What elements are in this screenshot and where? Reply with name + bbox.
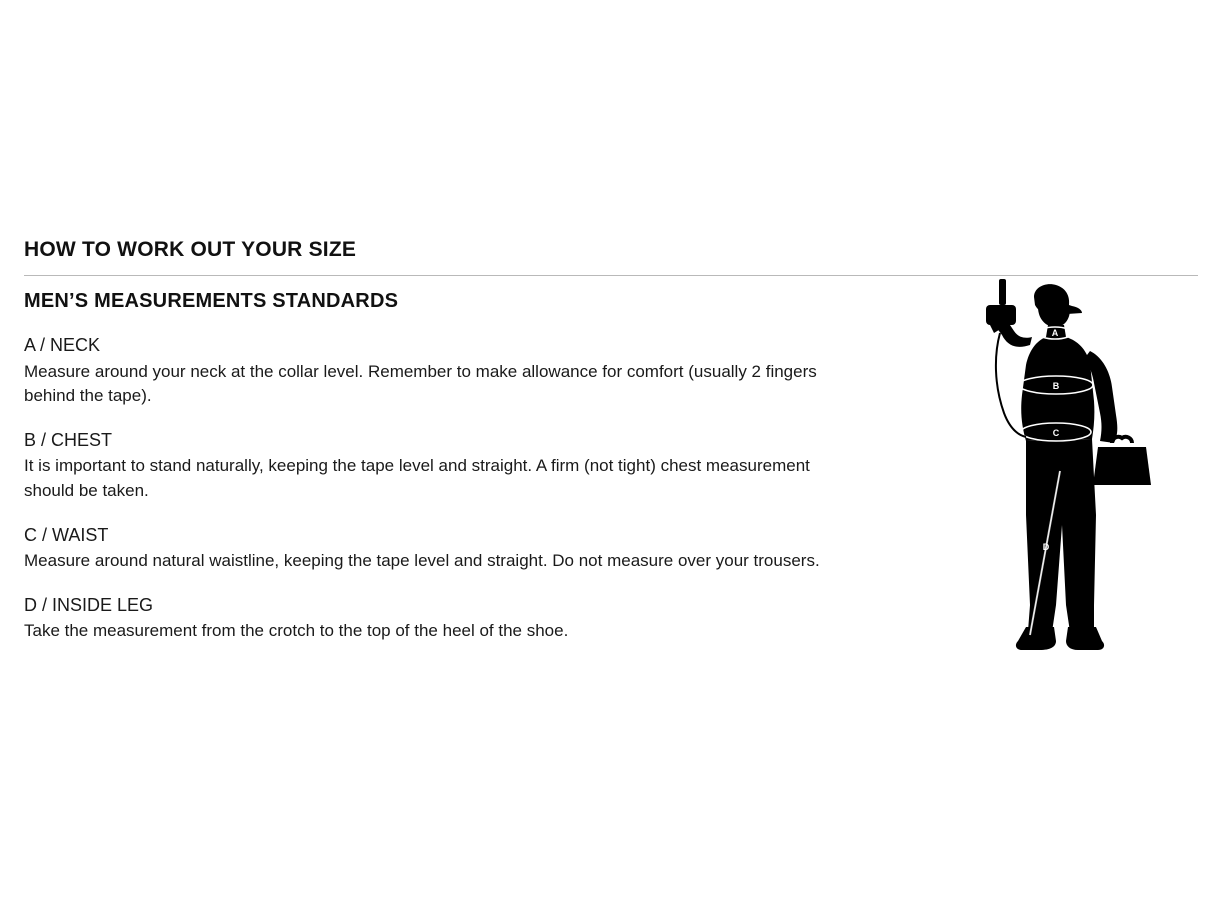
measurement-heading: A / NECK [24,335,101,356]
figure-label-a: A [1051,328,1059,338]
measurement-heading: C / WAIST [24,524,109,545]
page-title: HOW TO WORK OUT YOUR SIZE [24,238,357,261]
measurement-figure [960,275,1170,670]
figure-label-b: B [1052,381,1060,391]
measurement-item-inside-leg [24,594,864,644]
measurement-body: Take the measurement from the crotch to the top of the heel of the shoe. [24,621,569,641]
measurement-item-neck [24,334,864,409]
measurement-heading: D / INSIDE LEG [24,594,154,615]
measurement-body: Measure around natural waistline, keeping the tape level and straight. Do not measure over your trousers. [24,551,820,571]
figure-label-c: C [1052,428,1060,438]
tape-neck [1038,327,1072,339]
measurement-body: It is important to stand naturally, keeping the tape level and straight. A firm (not tight) chest measurement should be taken. [24,456,810,501]
measurement-item-waist [24,524,864,574]
measurement-body: Measure around your neck at the collar level. Remember to make allowance for comfort (usually 2 fingers behind the tape). [24,361,817,406]
toolbox-icon [1091,437,1153,485]
figure-label-d: D [1042,542,1050,552]
head-and-cap [1034,284,1082,327]
measurement-item-chest [24,429,864,504]
section-title: MEN’S MEASUREMENTS STANDARDS [24,290,399,313]
measurement-heading: B / CHEST [24,429,113,450]
